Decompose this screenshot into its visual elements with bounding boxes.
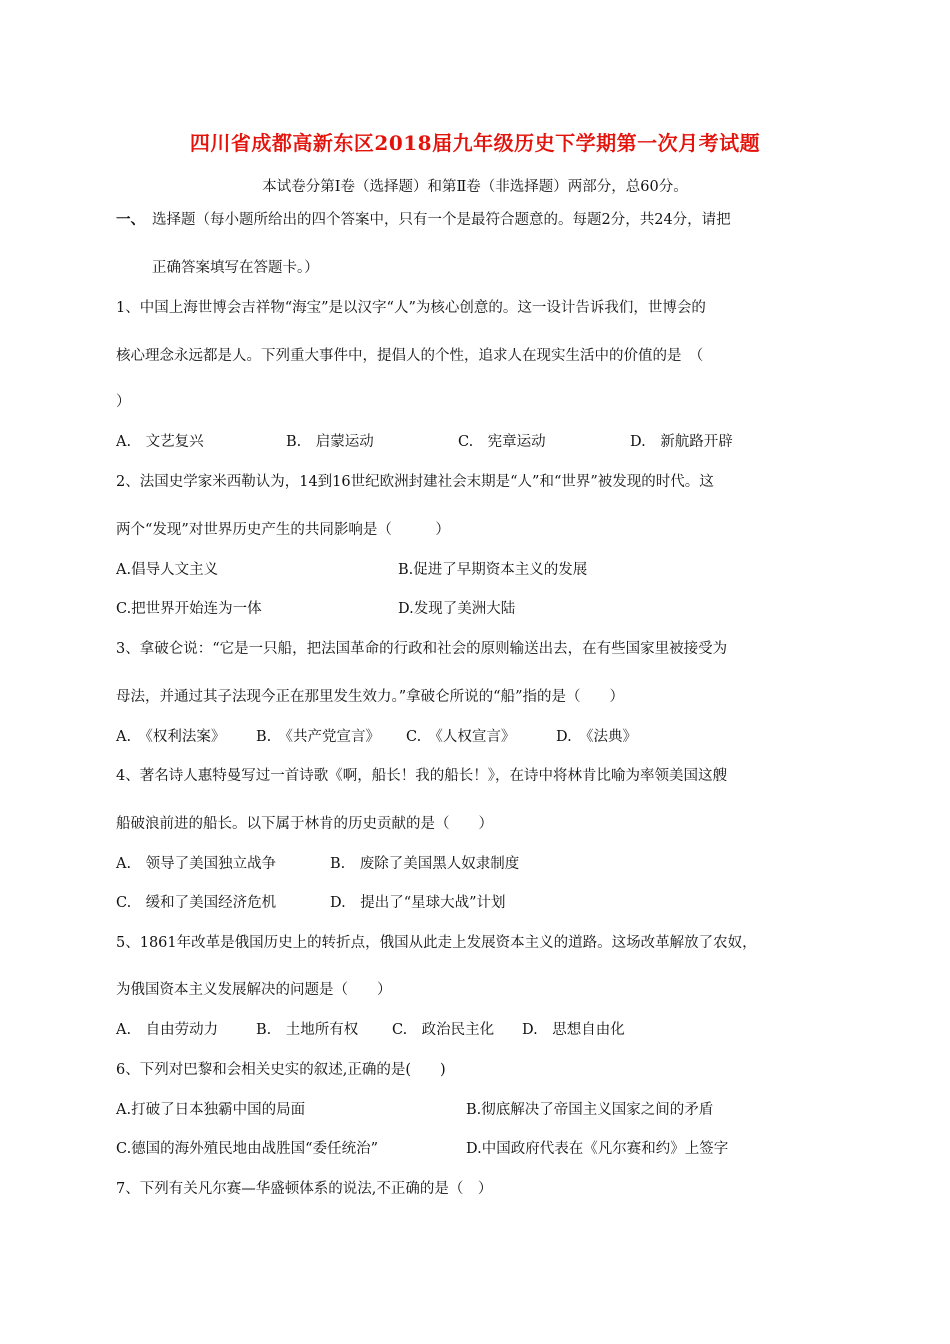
- q7-line1: 7、下列有关凡尔赛—华盛顿体系的说法,不正确的是（ ）: [116, 1181, 493, 1197]
- q6-option-c: C.德国的海外殖民地由战胜国“委任统治”: [116, 1141, 379, 1157]
- q2-option-b: B.促进了早期资本主义的发展: [398, 562, 588, 578]
- q1-option-b: B. 启蒙运动: [286, 434, 374, 450]
- q1-line1: 1、中国上海世博会吉祥物“海宝”是以汉字“人”为核心创意的。这一设计告诉我们，世博会的: [116, 300, 706, 316]
- q4-option-a: A. 领导了美国独立战争: [116, 856, 277, 872]
- section1-line2: 正确答案填写在答题卡。）: [152, 260, 319, 276]
- q1-option-c: C. 宪章运动: [458, 434, 546, 450]
- exam-subtitle: 本试卷分第Ⅰ卷（选择题）和第Ⅱ卷（非选择题）两部分，总60分。: [262, 179, 688, 195]
- q4-option-d: D. 提出了“星球大战”计划: [330, 895, 506, 911]
- q2-option-a: A.倡导人文主义: [116, 562, 219, 578]
- q1-option-a: A. 文艺复兴: [116, 434, 204, 450]
- q4-line1: 4、著名诗人惠特曼写过一首诗歌《啊，船长！我的船长！》，在诗中将林肯比喻为率领美国这艘: [116, 768, 727, 784]
- q6-option-d: D.中国政府代表在《凡尔赛和约》上签字: [466, 1141, 729, 1157]
- q6-option-b: B.彻底解决了帝国主义国家之间的矛盾: [466, 1102, 714, 1118]
- section1-line1: 选择题（每小题所给出的四个答案中，只有一个是最符合题意的。每题2分，共24分，请把: [152, 212, 731, 228]
- q2-line1: 2、法国史学家米西勒认为，14到16世纪欧洲封建社会末期是“人”和“世界”被发现的时代。这: [116, 474, 714, 490]
- q4-option-c: C. 缓和了美国经济危机: [116, 895, 277, 911]
- q1-option-d: D. 新航路开辟: [630, 434, 733, 450]
- q2-line2: 两个“发现”对世界历史产生的共同影响是（ ）: [116, 522, 450, 538]
- page-title: 四川省成都高新东区2018届九年级历史下学期第一次月考试题: [189, 131, 761, 155]
- q3-option-b: B. 《共产党宣言》: [256, 729, 381, 745]
- q1-line2: 核心理念永远都是人。下列重大事件中，提倡人的个性，追求人在现实生活中的价值的是 （: [116, 348, 704, 364]
- q3-option-c: C. 《人权宣言》: [406, 729, 516, 745]
- q6-option-a: A.打破了日本独霸中国的局面: [116, 1102, 306, 1118]
- q6-line1: 6、下列对巴黎和会相关史实的叙述,正确的是( ): [116, 1062, 446, 1078]
- q5-option-a: A. 自由劳动力: [116, 1022, 219, 1038]
- q5-option-d: D. 思想自由化: [522, 1022, 625, 1038]
- q1-line3: ）: [116, 394, 131, 410]
- section1-number: 一、: [116, 211, 145, 228]
- q3-line2: 母法，并通过其子法现今正在那里发生效力。”拿破仑所说的“船”指的是（ ）: [116, 689, 624, 705]
- q4-option-b: B. 废除了美国黑人奴隶制度: [330, 856, 520, 872]
- q2-option-c: C.把世界开始连为一体: [116, 601, 262, 617]
- q5-line1: 5、1861年改革是俄国历史上的转折点，俄国从此走上发展资本主义的道路。这场改革解放了农奴，: [116, 935, 757, 951]
- q4-line2: 船破浪前进的船长。以下属于林肯的历史贡献的是（ ）: [116, 816, 493, 832]
- section1-heading: [116, 208, 731, 229]
- q2-option-d: D.发现了美洲大陆: [398, 601, 516, 617]
- q5-option-c: C. 政治民主化: [392, 1022, 495, 1038]
- q3-line1: 3、拿破仑说：“它是一只船，把法国革命的行政和社会的原则输送出去，在有些国家里被接受为: [116, 641, 728, 657]
- q5-option-b: B. 土地所有权: [256, 1022, 359, 1038]
- q3-option-d: D. 《法典》: [556, 729, 637, 745]
- q5-line2: 为俄国资本主义发展解决的问题是（ ）: [116, 982, 392, 998]
- q3-option-a: A. 《权利法案》: [116, 729, 226, 745]
